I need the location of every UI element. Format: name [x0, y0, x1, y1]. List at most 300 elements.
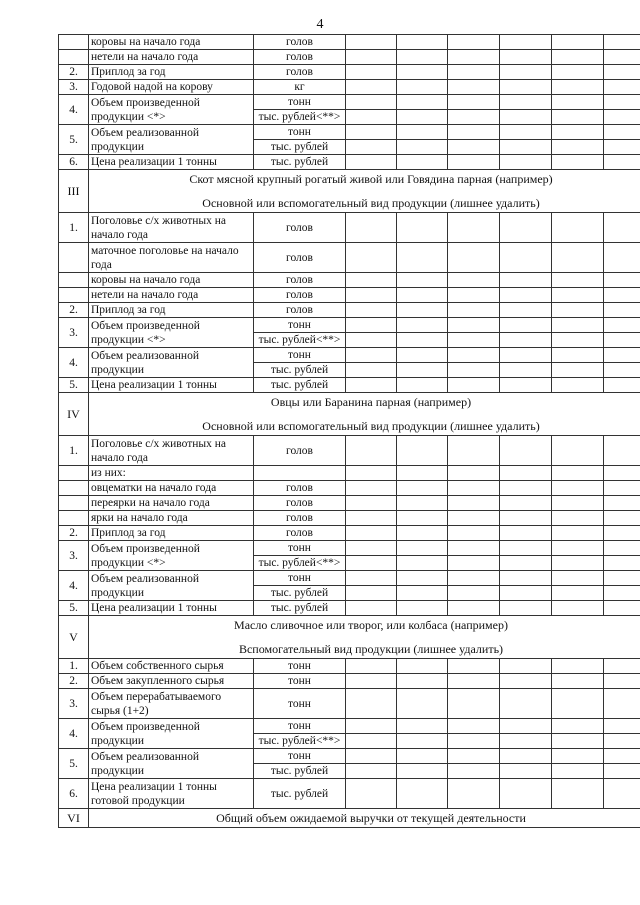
value-cell — [397, 333, 448, 348]
value-cell — [552, 318, 604, 333]
value-cell — [448, 95, 500, 110]
value-cell — [552, 213, 604, 243]
value-cell — [397, 719, 448, 734]
value-cell — [500, 674, 552, 689]
value-cell — [604, 436, 640, 466]
section-row — [59, 809, 640, 828]
row-number: 5. — [59, 601, 89, 616]
section-title — [89, 616, 640, 659]
value-cell — [346, 556, 397, 571]
value-cell — [346, 348, 397, 363]
value-cell — [448, 303, 500, 318]
value-cell — [346, 80, 397, 95]
value-cell — [604, 333, 640, 348]
value-cell — [604, 764, 640, 779]
value-cell — [346, 140, 397, 155]
value-cell — [552, 556, 604, 571]
value-cell — [500, 526, 552, 541]
value-cell — [604, 50, 640, 65]
row-label: Годовой надой на корову — [89, 80, 254, 95]
value-cell — [448, 779, 500, 809]
value-cell — [604, 318, 640, 333]
row-number: 3. — [59, 541, 89, 571]
value-cell — [397, 363, 448, 378]
section-subtitle-line: Основной или вспомогательный вид продукции (лишнее удалить) — [202, 419, 540, 433]
value-cell — [552, 333, 604, 348]
row-number — [59, 496, 89, 511]
value-cell — [500, 288, 552, 303]
value-cell — [448, 125, 500, 140]
row-unit: тыс. рублей — [254, 140, 346, 155]
value-cell — [448, 601, 500, 616]
value-cell — [448, 333, 500, 348]
row-label: Цена реализации 1 тонны — [89, 378, 254, 393]
row-label: Объем реализованной продукции — [89, 348, 254, 378]
value-cell — [448, 65, 500, 80]
value-cell — [552, 496, 604, 511]
value-cell — [397, 764, 448, 779]
value-cell — [448, 243, 500, 273]
row-unit: тонн — [254, 541, 346, 556]
value-cell — [604, 288, 640, 303]
value-cell — [448, 674, 500, 689]
value-cell — [346, 436, 397, 466]
row-number: 4. — [59, 348, 89, 378]
value-cell — [500, 779, 552, 809]
value-cell — [397, 303, 448, 318]
row-label: ярки на начало года — [89, 511, 254, 526]
value-cell — [552, 436, 604, 466]
value-cell — [552, 303, 604, 318]
value-cell — [346, 155, 397, 170]
value-cell — [448, 35, 500, 50]
row-unit: тыс. рублей — [254, 378, 346, 393]
row-number: 4. — [59, 571, 89, 601]
section-row — [59, 170, 640, 213]
value-cell — [500, 511, 552, 526]
value-cell — [397, 481, 448, 496]
value-cell — [604, 155, 640, 170]
row-label: маточное поголовье на начало года — [89, 243, 254, 273]
value-cell — [604, 140, 640, 155]
value-cell — [346, 511, 397, 526]
value-cell — [604, 556, 640, 571]
value-cell — [604, 659, 640, 674]
value-cell — [346, 50, 397, 65]
value-cell — [552, 466, 604, 481]
value-cell — [397, 734, 448, 749]
value-cell — [500, 586, 552, 601]
value-cell — [448, 363, 500, 378]
value-cell — [604, 95, 640, 110]
table-row — [59, 303, 640, 318]
table-row — [59, 496, 640, 511]
value-cell — [448, 496, 500, 511]
value-cell — [552, 110, 604, 125]
value-cell — [397, 35, 448, 50]
value-cell — [604, 481, 640, 496]
value-cell — [448, 318, 500, 333]
value-cell — [448, 213, 500, 243]
table-row — [59, 50, 640, 65]
value-cell — [346, 288, 397, 303]
value-cell — [500, 140, 552, 155]
row-label: Приплод за год — [89, 526, 254, 541]
value-cell — [500, 303, 552, 318]
value-cell — [448, 526, 500, 541]
row-number — [59, 481, 89, 496]
table-row — [59, 318, 640, 333]
value-cell — [500, 689, 552, 719]
value-cell — [500, 734, 552, 749]
row-unit: голов — [254, 213, 346, 243]
value-cell — [552, 140, 604, 155]
row-unit: тонн — [254, 571, 346, 586]
value-cell — [346, 659, 397, 674]
row-unit: тыс. рублей<**> — [254, 734, 346, 749]
value-cell — [448, 155, 500, 170]
section-title — [89, 809, 640, 828]
row-label: Поголовье с/х животных на начало года — [89, 213, 254, 243]
row-label: овцематки на начало года — [89, 481, 254, 496]
value-cell — [448, 734, 500, 749]
value-cell — [500, 243, 552, 273]
value-cell — [500, 466, 552, 481]
value-cell — [448, 749, 500, 764]
section-title — [89, 170, 640, 213]
row-unit: голов — [254, 481, 346, 496]
table-row — [59, 511, 640, 526]
section-title-line: Масло сливочное или творог, или колбаса (например) — [234, 618, 508, 632]
value-cell — [397, 213, 448, 243]
value-cell — [448, 556, 500, 571]
value-cell — [604, 719, 640, 734]
value-cell — [346, 601, 397, 616]
value-cell — [397, 318, 448, 333]
row-number: 2. — [59, 65, 89, 80]
value-cell — [346, 466, 397, 481]
value-cell — [604, 273, 640, 288]
section-title-line: Скот мясной крупный рогатый живой или Говядина парная (например) — [189, 172, 553, 186]
row-label: Объем произведенной продукции <*> — [89, 95, 254, 125]
row-unit: тонн — [254, 719, 346, 734]
value-cell — [397, 348, 448, 363]
value-cell — [552, 674, 604, 689]
value-cell — [604, 749, 640, 764]
table-row — [59, 541, 640, 556]
value-cell — [346, 719, 397, 734]
value-cell — [346, 35, 397, 50]
value-cell — [448, 541, 500, 556]
row-unit: голов — [254, 303, 346, 318]
value-cell — [604, 363, 640, 378]
value-cell — [397, 378, 448, 393]
table-row — [59, 779, 640, 809]
row-unit: голов — [254, 243, 346, 273]
value-cell — [500, 659, 552, 674]
section-row — [59, 393, 640, 436]
value-cell — [448, 80, 500, 95]
value-cell — [397, 155, 448, 170]
row-unit — [254, 466, 346, 481]
table-row — [59, 674, 640, 689]
value-cell — [397, 50, 448, 65]
row-label: коровы на начало года — [89, 35, 254, 50]
table-row — [59, 155, 640, 170]
value-cell — [552, 659, 604, 674]
row-unit: тонн — [254, 318, 346, 333]
value-cell — [397, 526, 448, 541]
value-cell — [500, 541, 552, 556]
value-cell — [346, 541, 397, 556]
row-unit: голов — [254, 496, 346, 511]
value-cell — [500, 155, 552, 170]
table-row — [59, 95, 640, 110]
value-cell — [397, 496, 448, 511]
value-cell — [604, 586, 640, 601]
value-cell — [346, 65, 397, 80]
value-cell — [346, 333, 397, 348]
value-cell — [346, 749, 397, 764]
value-cell — [552, 80, 604, 95]
row-number: 2. — [59, 526, 89, 541]
row-label: Объем реализованной продукции — [89, 125, 254, 155]
row-unit: тонн — [254, 348, 346, 363]
value-cell — [346, 318, 397, 333]
value-cell — [448, 140, 500, 155]
value-cell — [604, 303, 640, 318]
row-unit: тонн — [254, 689, 346, 719]
row-number — [59, 50, 89, 65]
value-cell — [604, 80, 640, 95]
value-cell — [397, 779, 448, 809]
value-cell — [552, 734, 604, 749]
row-label: Объем произведенной продукции <*> — [89, 318, 254, 348]
value-cell — [397, 601, 448, 616]
section-row — [59, 616, 640, 659]
value-cell — [346, 526, 397, 541]
row-number: 3. — [59, 318, 89, 348]
value-cell — [448, 689, 500, 719]
table-row — [59, 65, 640, 80]
value-cell — [604, 466, 640, 481]
section-subtitle-line: Вспомогательный вид продукции (лишнее удалить) — [238, 642, 504, 656]
value-cell — [604, 674, 640, 689]
value-cell — [552, 348, 604, 363]
row-number: 1. — [59, 436, 89, 466]
value-cell — [604, 571, 640, 586]
table-row — [59, 273, 640, 288]
row-label: Цена реализации 1 тонны готовой продукции — [89, 779, 254, 809]
value-cell — [346, 689, 397, 719]
row-number: 4. — [59, 719, 89, 749]
value-cell — [397, 243, 448, 273]
row-unit: голов — [254, 511, 346, 526]
value-cell — [346, 734, 397, 749]
value-cell — [552, 378, 604, 393]
value-cell — [500, 50, 552, 65]
value-cell — [500, 571, 552, 586]
value-cell — [346, 363, 397, 378]
row-number — [59, 273, 89, 288]
row-label: Цена реализации 1 тонны — [89, 601, 254, 616]
row-unit: голов — [254, 273, 346, 288]
section-number: IV — [59, 393, 89, 436]
value-cell — [346, 586, 397, 601]
value-cell — [500, 764, 552, 779]
value-cell — [448, 764, 500, 779]
value-cell — [552, 273, 604, 288]
row-unit: голов — [254, 35, 346, 50]
value-cell — [552, 571, 604, 586]
row-unit: голов — [254, 526, 346, 541]
value-cell — [397, 140, 448, 155]
value-cell — [604, 110, 640, 125]
value-cell — [448, 348, 500, 363]
row-number — [59, 288, 89, 303]
section-number: III — [59, 170, 89, 213]
row-label: Объем закупленного сырья — [89, 674, 254, 689]
value-cell — [448, 659, 500, 674]
value-cell — [604, 243, 640, 273]
value-cell — [448, 50, 500, 65]
table-row — [59, 348, 640, 363]
row-unit: тыс. рублей — [254, 764, 346, 779]
value-cell — [552, 719, 604, 734]
row-unit: тыс. рублей — [254, 601, 346, 616]
value-cell — [604, 35, 640, 50]
value-cell — [500, 378, 552, 393]
value-cell — [397, 125, 448, 140]
value-cell — [500, 481, 552, 496]
value-cell — [397, 674, 448, 689]
value-cell — [346, 764, 397, 779]
row-number: 3. — [59, 689, 89, 719]
value-cell — [552, 764, 604, 779]
value-cell — [500, 35, 552, 50]
indicators-table — [58, 34, 640, 828]
value-cell — [448, 436, 500, 466]
row-label: Объем перерабатываемого сырья (1+2) — [89, 689, 254, 719]
row-unit: тонн — [254, 125, 346, 140]
value-cell — [448, 378, 500, 393]
row-label: Объем произведенной продукции — [89, 719, 254, 749]
row-label: переярки на начало года — [89, 496, 254, 511]
value-cell — [448, 719, 500, 734]
row-number: 1. — [59, 659, 89, 674]
value-cell — [346, 378, 397, 393]
row-label: Цена реализации 1 тонны — [89, 155, 254, 170]
row-number: 4. — [59, 95, 89, 125]
value-cell — [552, 288, 604, 303]
section-title-line: Общий объем ожидаемой выручки от текущей деятельности — [216, 811, 526, 825]
row-unit: тонн — [254, 749, 346, 764]
value-cell — [604, 213, 640, 243]
row-number: 1. — [59, 213, 89, 243]
value-cell — [500, 273, 552, 288]
row-label: Приплод за год — [89, 303, 254, 318]
value-cell — [604, 378, 640, 393]
row-label: Объем произведенной продукции <*> — [89, 541, 254, 571]
value-cell — [604, 734, 640, 749]
value-cell — [397, 80, 448, 95]
value-cell — [500, 110, 552, 125]
value-cell — [346, 303, 397, 318]
table-row — [59, 125, 640, 140]
value-cell — [604, 779, 640, 809]
row-number: 3. — [59, 80, 89, 95]
value-cell — [500, 556, 552, 571]
value-cell — [346, 571, 397, 586]
value-cell — [552, 65, 604, 80]
value-cell — [397, 689, 448, 719]
value-cell — [604, 689, 640, 719]
value-cell — [346, 95, 397, 110]
table-row — [59, 659, 640, 674]
row-number — [59, 243, 89, 273]
row-number — [59, 511, 89, 526]
row-unit: тыс. рублей<**> — [254, 556, 346, 571]
value-cell — [552, 601, 604, 616]
row-label: Объем реализованной продукции — [89, 571, 254, 601]
table-row — [59, 288, 640, 303]
value-cell — [552, 526, 604, 541]
row-label: Поголовье с/х животных на начало года — [89, 436, 254, 466]
table-row — [59, 80, 640, 95]
table-row — [59, 481, 640, 496]
row-number: 5. — [59, 125, 89, 155]
value-cell — [397, 273, 448, 288]
row-unit: тонн — [254, 674, 346, 689]
section-subtitle-line: Основной или вспомогательный вид продукции (лишнее удалить) — [202, 196, 540, 210]
section-title-line: Овцы или Баранина парная (например) — [270, 395, 472, 409]
row-unit: тонн — [254, 95, 346, 110]
value-cell — [604, 541, 640, 556]
value-cell — [552, 541, 604, 556]
value-cell — [604, 601, 640, 616]
table-row — [59, 378, 640, 393]
row-label: из них: — [89, 466, 254, 481]
row-unit: голов — [254, 288, 346, 303]
value-cell — [552, 749, 604, 764]
value-cell — [448, 481, 500, 496]
value-cell — [500, 95, 552, 110]
value-cell — [604, 348, 640, 363]
value-cell — [397, 110, 448, 125]
row-label: коровы на начало года — [89, 273, 254, 288]
value-cell — [397, 571, 448, 586]
value-cell — [346, 674, 397, 689]
value-cell — [552, 779, 604, 809]
value-cell — [500, 496, 552, 511]
value-cell — [397, 65, 448, 80]
value-cell — [346, 481, 397, 496]
value-cell — [500, 318, 552, 333]
row-number: 2. — [59, 303, 89, 318]
value-cell — [500, 125, 552, 140]
value-cell — [552, 586, 604, 601]
row-unit: голов — [254, 65, 346, 80]
value-cell — [397, 95, 448, 110]
row-label: Приплод за год — [89, 65, 254, 80]
value-cell — [552, 50, 604, 65]
value-cell — [604, 125, 640, 140]
value-cell — [448, 273, 500, 288]
table-row — [59, 719, 640, 734]
section-number: V — [59, 616, 89, 659]
value-cell — [604, 496, 640, 511]
value-cell — [552, 363, 604, 378]
